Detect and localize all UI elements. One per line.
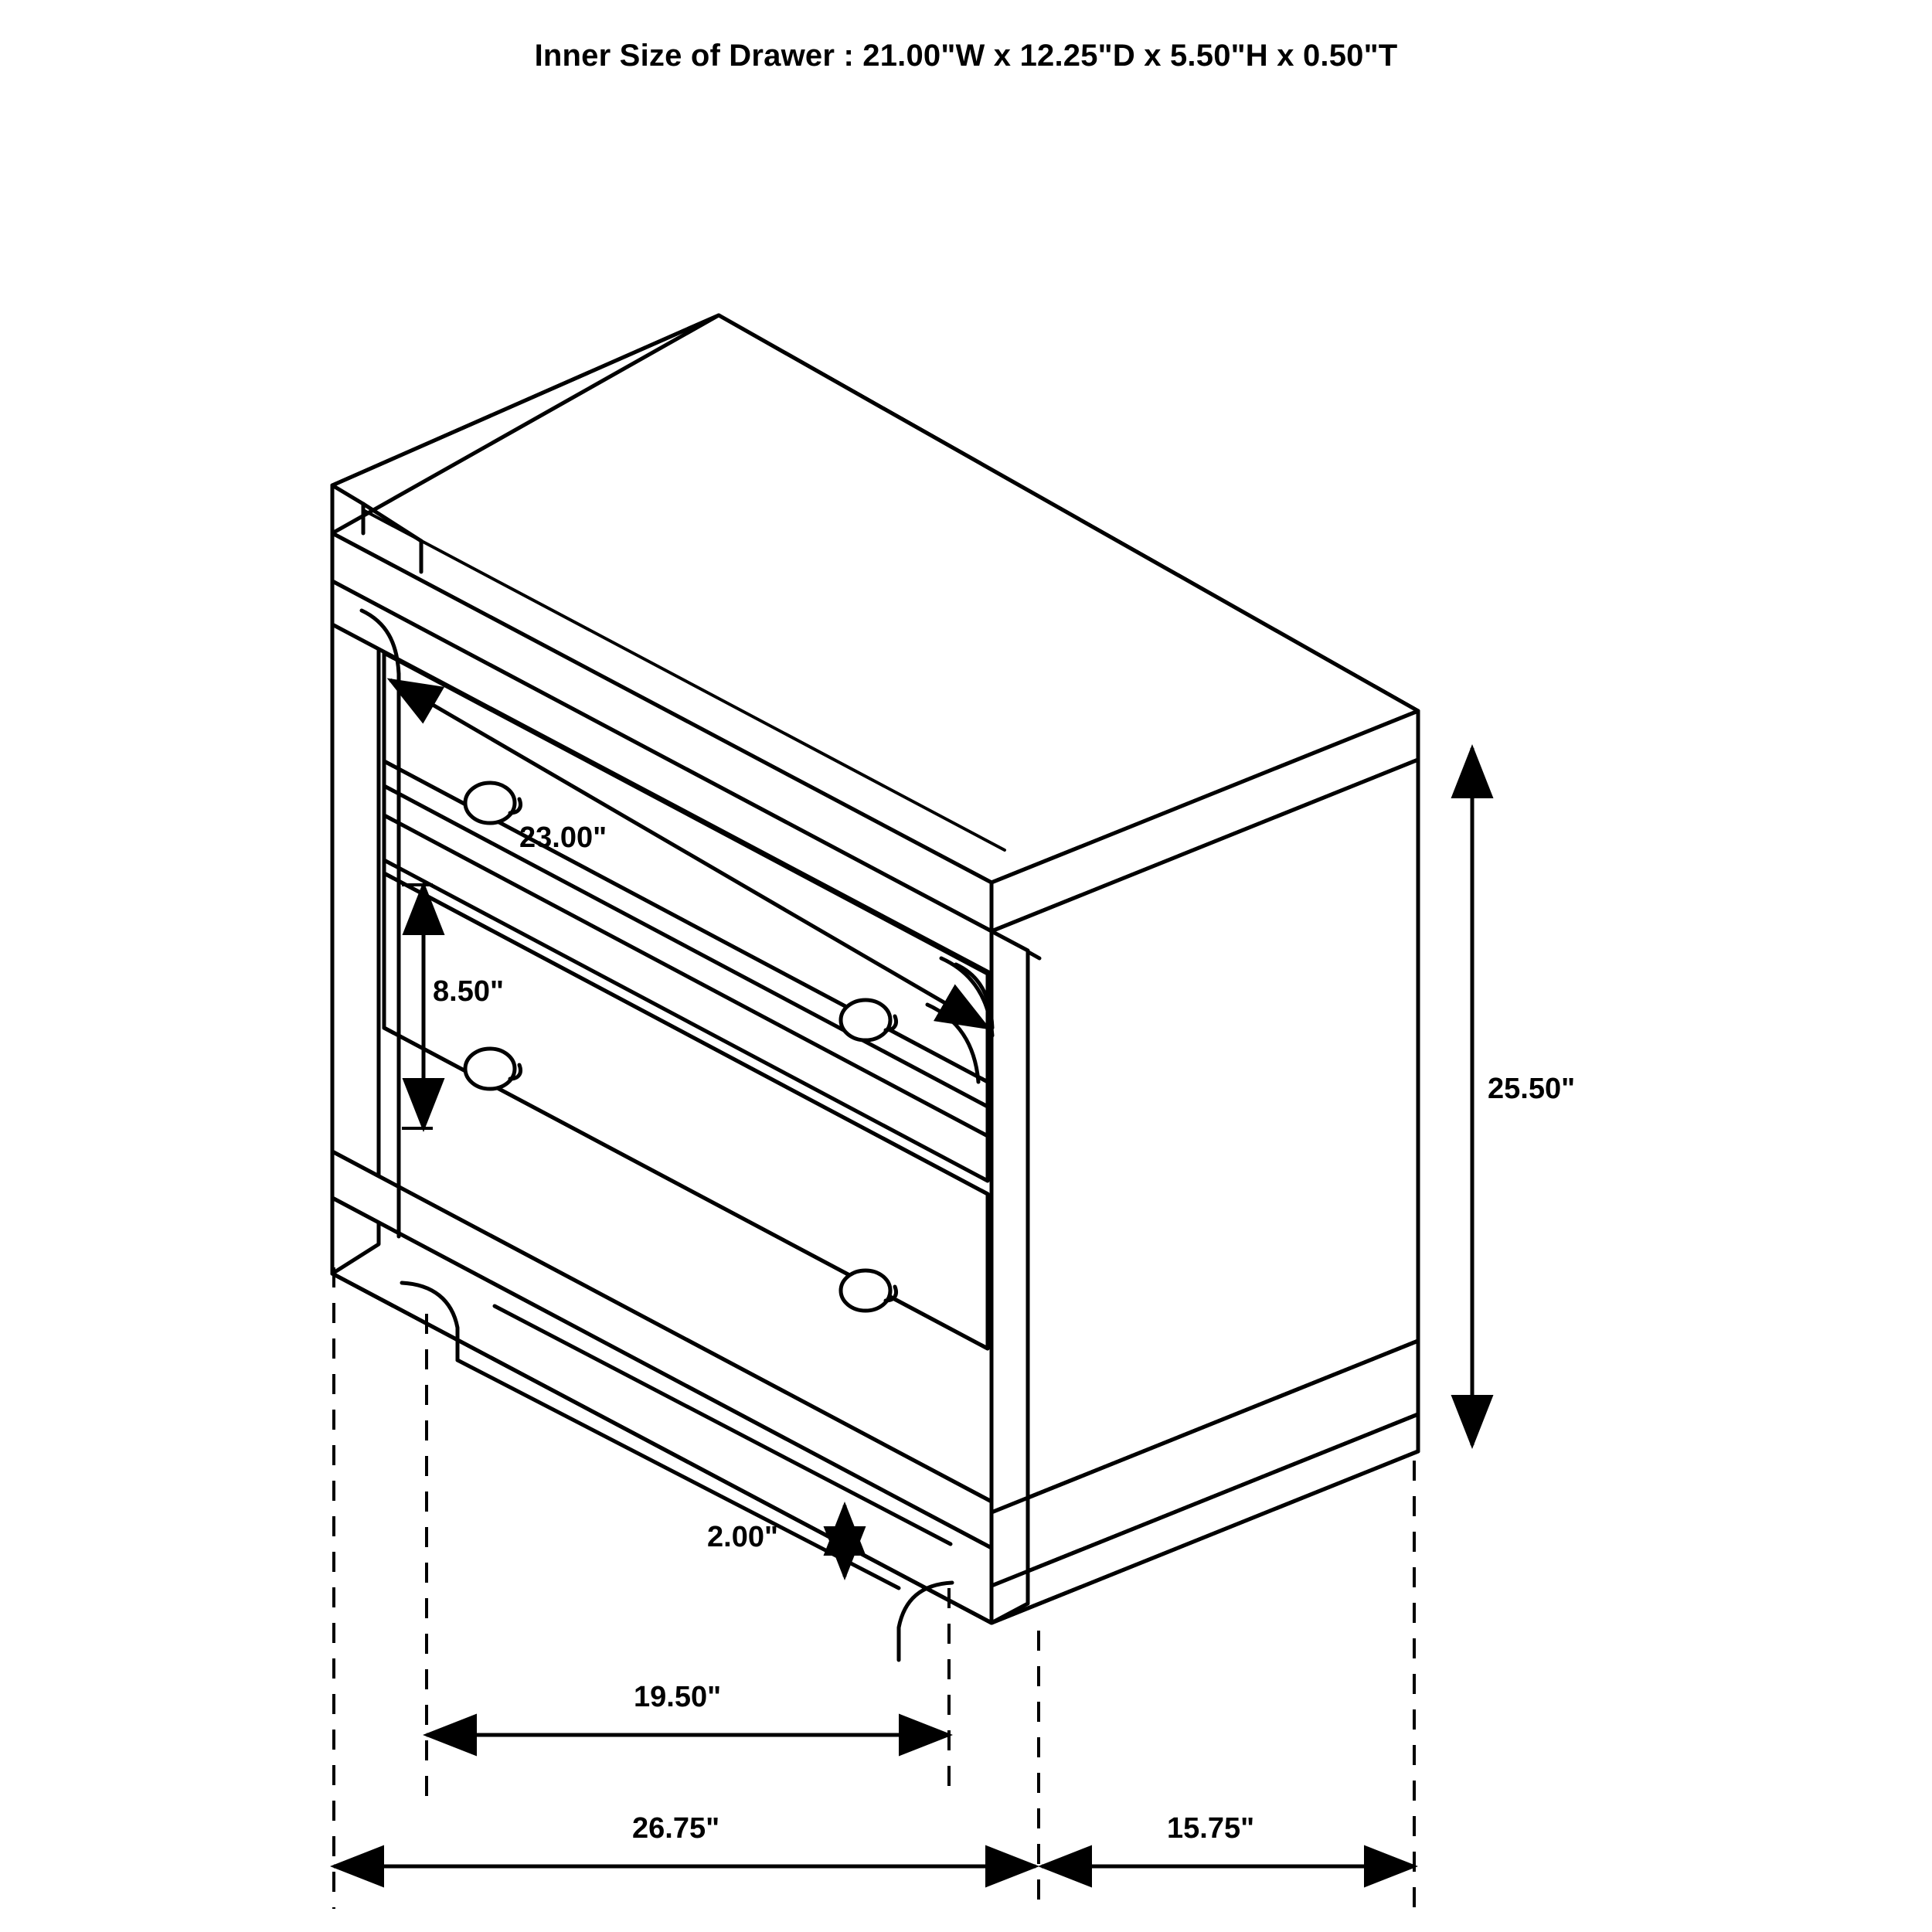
dim-label-drawer-height: 8.50" [433,975,504,1008]
dim-label-overall-depth: 15.75" [1167,1812,1255,1845]
dim-label-inner-width: 19.50" [634,1681,722,1713]
dim-label-overall-height: 25.50" [1488,1073,1576,1105]
dim-label-overall-width: 26.75" [632,1812,720,1845]
page-title: Inner Size of Drawer : 21.00"W x 12.25"D x 5.50"H x 0.50"T [534,39,1398,73]
dim-label-base-rail: 2.00" [707,1521,778,1553]
front-right-stile-panel [992,931,1028,1623]
dim-label-drawer-width: 23.00" [519,821,607,854]
